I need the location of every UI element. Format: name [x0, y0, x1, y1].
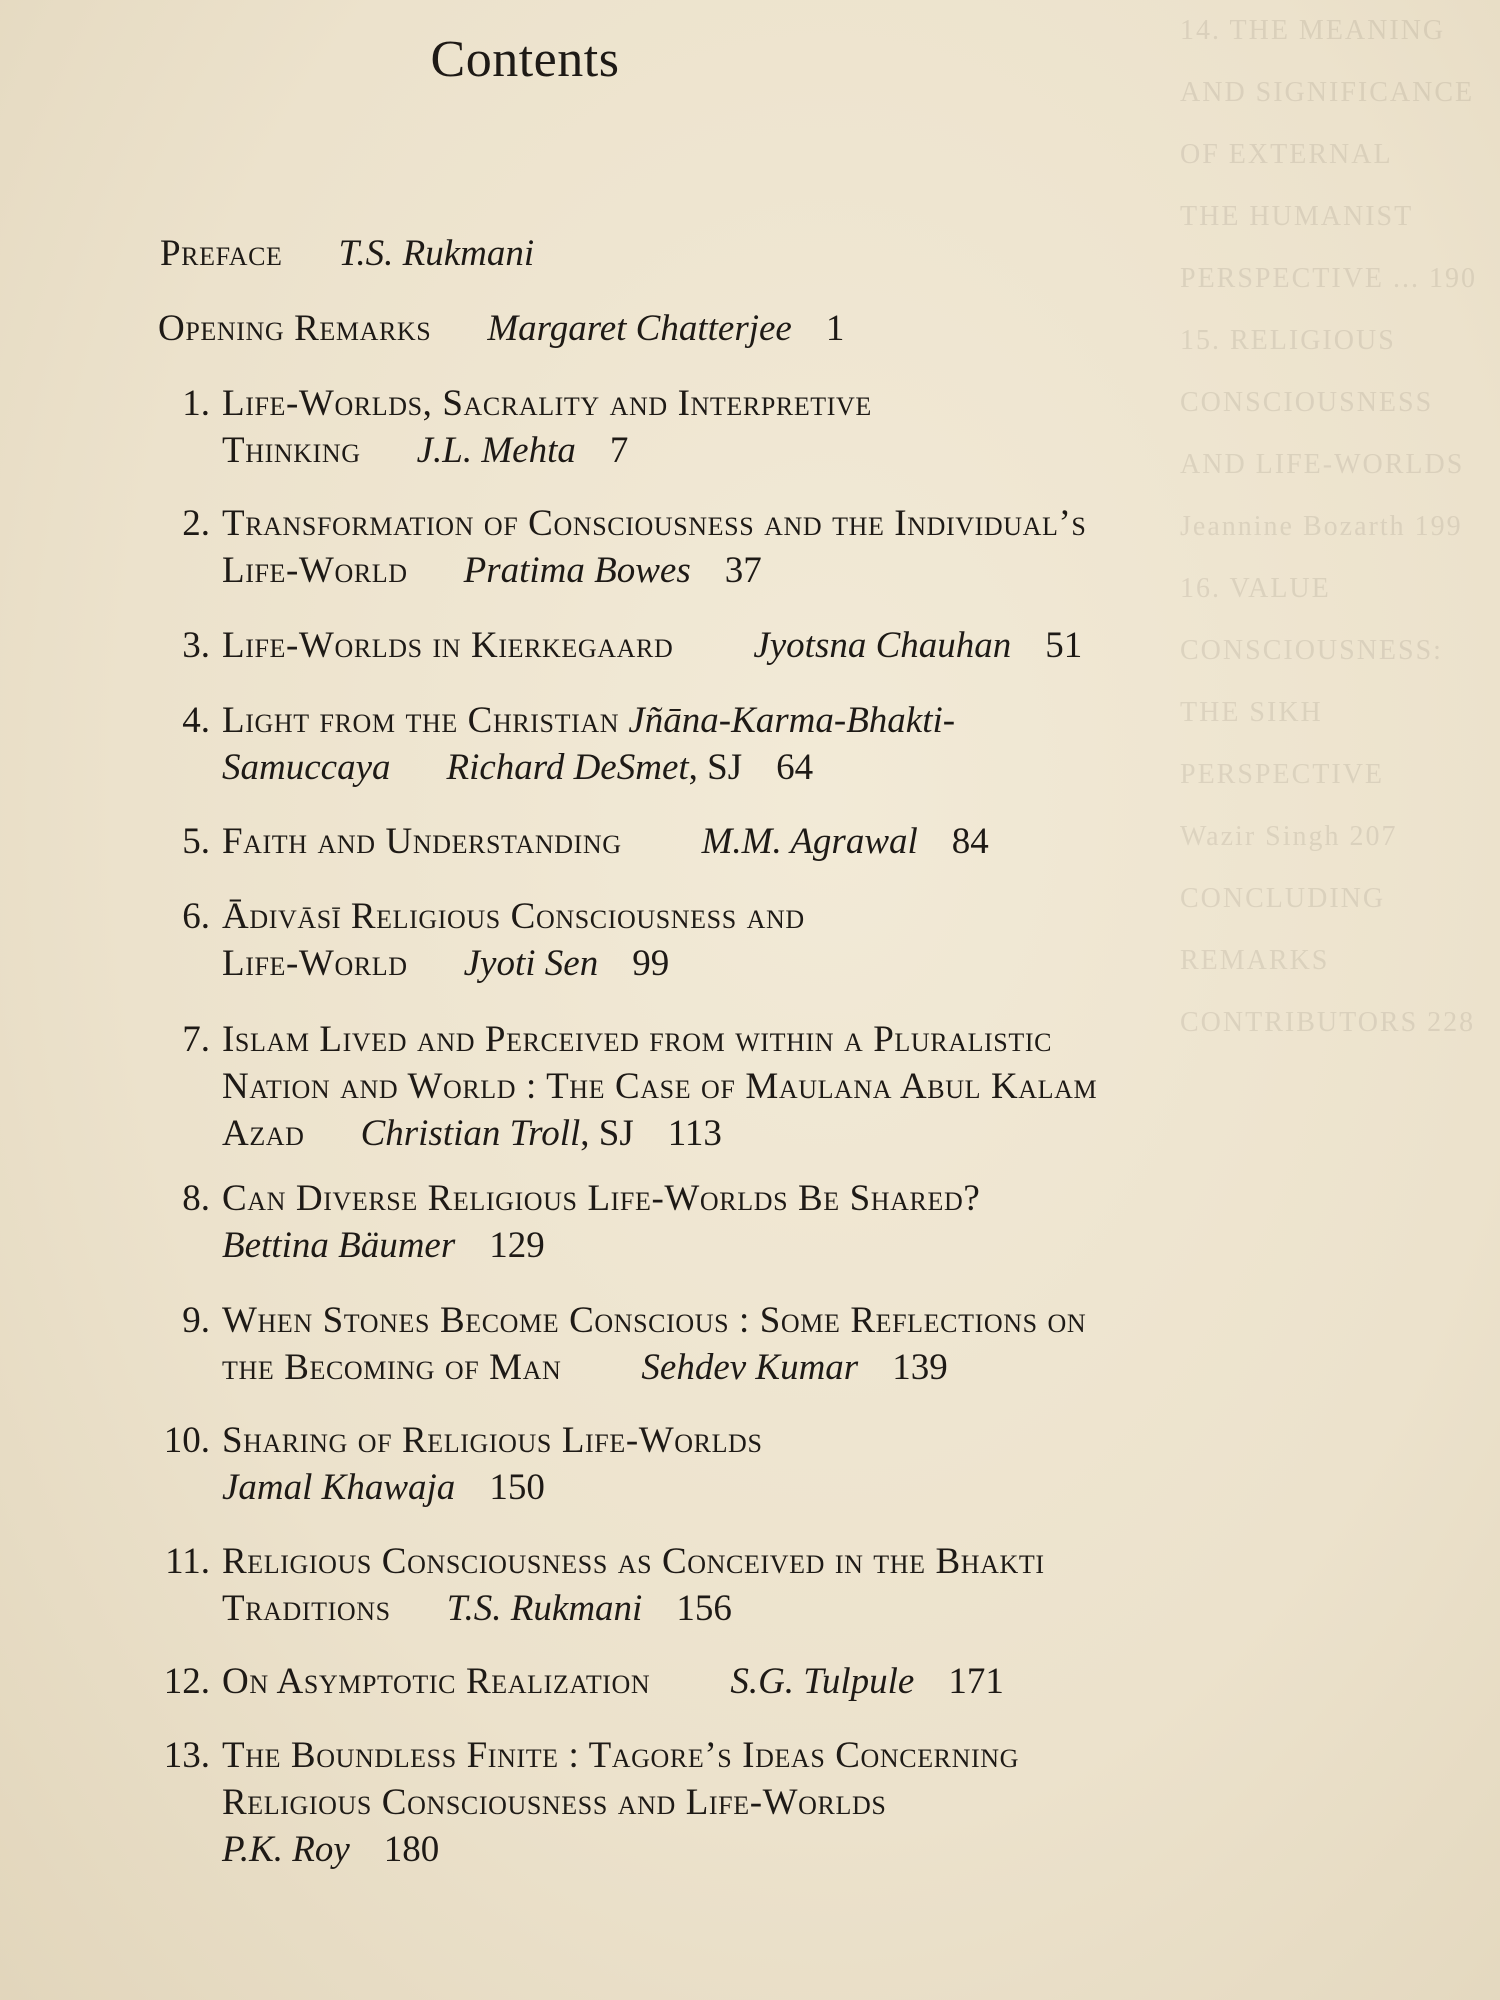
bleed-line: 16. VALUE CONSCIOUSNESS: THE SIKH PERSPECTIVE — [1180, 573, 1443, 790]
toc-title-line: Religious Consciousness and Life-Worlds — [222, 1782, 887, 1823]
bleed-line: THE HUMANIST PERSPECTIVE ... 190 — [1180, 201, 1478, 294]
toc-number: 11. — [165, 1541, 210, 1582]
toc-title-line: Traditions — [222, 1588, 391, 1629]
toc-number: 3. — [182, 625, 210, 666]
toc-page: 113 — [667, 1113, 722, 1154]
toc-title-line: Sharing of Religious Life-Worlds — [222, 1420, 763, 1461]
toc-title-line: Ādivāsī Religious Consciousness and — [222, 896, 805, 937]
page-title: Contents — [430, 31, 620, 88]
toc-title-line: When Stones Become Conscious : Some Reflections on — [222, 1300, 1087, 1341]
toc-title-line: Life-Worlds, Sacrality and Interpretive — [222, 383, 872, 424]
toc-page: 99 — [632, 943, 670, 984]
toc-author: Jamal Khawaja — [222, 1467, 456, 1508]
toc-title-line: Life-Worlds in Kierkegaard — [222, 625, 674, 666]
bleed-line: CONCLUDING REMARKS — [1180, 883, 1386, 976]
toc-label: Preface — [160, 233, 283, 274]
toc-number: 8. — [182, 1178, 210, 1219]
toc-page: 180 — [383, 1829, 440, 1870]
toc-author: Pratima Bowes — [463, 550, 691, 591]
toc-number: 5. — [182, 821, 210, 862]
bleed-through-text — [1180, 0, 1500, 1300]
toc-page: 84 — [951, 821, 989, 862]
toc-page: 51 — [1045, 625, 1083, 666]
toc-number: 2. — [182, 503, 210, 544]
toc-author: Jyoti Sen — [463, 943, 599, 984]
toc-author: T.S. Rukmani — [338, 233, 535, 274]
toc-number: 6. — [182, 896, 210, 937]
toc-title-line: Azad — [222, 1113, 305, 1154]
toc-author: Bettina Bäumer — [222, 1225, 456, 1266]
toc-preface — [160, 230, 534, 277]
toc-title-italic: Jñāna-Karma-Bhakti- — [628, 700, 956, 741]
toc-author-suffix: , SJ — [688, 747, 743, 788]
toc-title-line: Life-World — [222, 943, 408, 984]
toc-page: 1 — [825, 308, 845, 349]
toc-title-line: Light from the Christian — [222, 700, 620, 741]
toc-author-suffix: , SJ — [580, 1113, 634, 1154]
toc-page: 64 — [776, 747, 814, 788]
toc-title-italic: Samuccaya — [222, 747, 391, 788]
toc-page: 156 — [676, 1588, 732, 1629]
toc-number: 10. — [163, 1420, 210, 1461]
toc-label: Opening Remarks — [158, 308, 432, 349]
toc-opening-remarks — [158, 305, 844, 352]
toc-author: Margaret Chatterjee — [487, 308, 792, 349]
toc-title-line: On Asymptotic Realization — [222, 1661, 651, 1702]
toc-author: P.K. Roy — [222, 1829, 350, 1870]
toc-title-line: Transformation of Consciousness and the Individual’s — [222, 503, 1087, 544]
toc-number: 13. — [163, 1735, 210, 1776]
toc-author: Christian Troll — [360, 1113, 581, 1154]
toc-number: 7. — [182, 1019, 210, 1060]
bleed-line: 14. THE MEANING AND SIGNIFICANCE OF EXTERNAL — [1180, 15, 1475, 170]
toc-author: J.L. Mehta — [416, 430, 576, 471]
toc-page: 129 — [489, 1225, 545, 1266]
toc-author: M.M. Agrawal — [701, 821, 918, 862]
toc-title-line: Islam Lived and Perceived from within a Pluralistic — [222, 1019, 1053, 1060]
toc-title-line: Religious Consciousness as Conceived in the Bhakti — [222, 1541, 1045, 1582]
toc-page: 150 — [489, 1467, 545, 1508]
toc-number: 12. — [163, 1661, 210, 1702]
toc-title-line: Life-World — [222, 550, 408, 591]
bleed-line: Jeannine Bozarth 199 — [1180, 511, 1463, 542]
toc-title-line: The Boundless Finite : Tagore’s Ideas Concerning — [222, 1735, 1020, 1776]
toc-title-line: Can Diverse Religious Life-Worlds Be Shared? — [222, 1178, 981, 1219]
toc-number: 4. — [182, 700, 210, 741]
toc-number: 1. — [182, 383, 210, 424]
toc-author: Sehdev Kumar — [641, 1347, 859, 1388]
toc-title-line: Thinking — [222, 430, 361, 471]
toc-title-line: Faith and Understanding — [222, 821, 622, 862]
toc-author: Richard DeSmet — [446, 747, 689, 788]
toc-page: 139 — [892, 1347, 948, 1388]
toc-title-line: the Becoming of Man — [222, 1347, 562, 1388]
toc-title-line: Nation and World : The Case of Maulana Abul Kalam — [222, 1066, 1098, 1107]
toc-page: 7 — [609, 430, 629, 471]
toc-page: 37 — [724, 550, 762, 591]
toc-page: 171 — [948, 1661, 1004, 1702]
toc-author: Jyotsna Chauhan — [753, 625, 1012, 666]
bleed-line: CONTRIBUTORS 228 — [1180, 1007, 1476, 1038]
bleed-line: 15. RELIGIOUS CONSCIOUSNESS AND LIFE-WORLDS — [1180, 325, 1465, 480]
toc-author: S.G. Tulpule — [730, 1661, 915, 1702]
bleed-line: Wazir Singh 207 — [1180, 821, 1398, 852]
toc-author: T.S. Rukmani — [446, 1588, 643, 1629]
toc-number: 9. — [182, 1300, 210, 1341]
